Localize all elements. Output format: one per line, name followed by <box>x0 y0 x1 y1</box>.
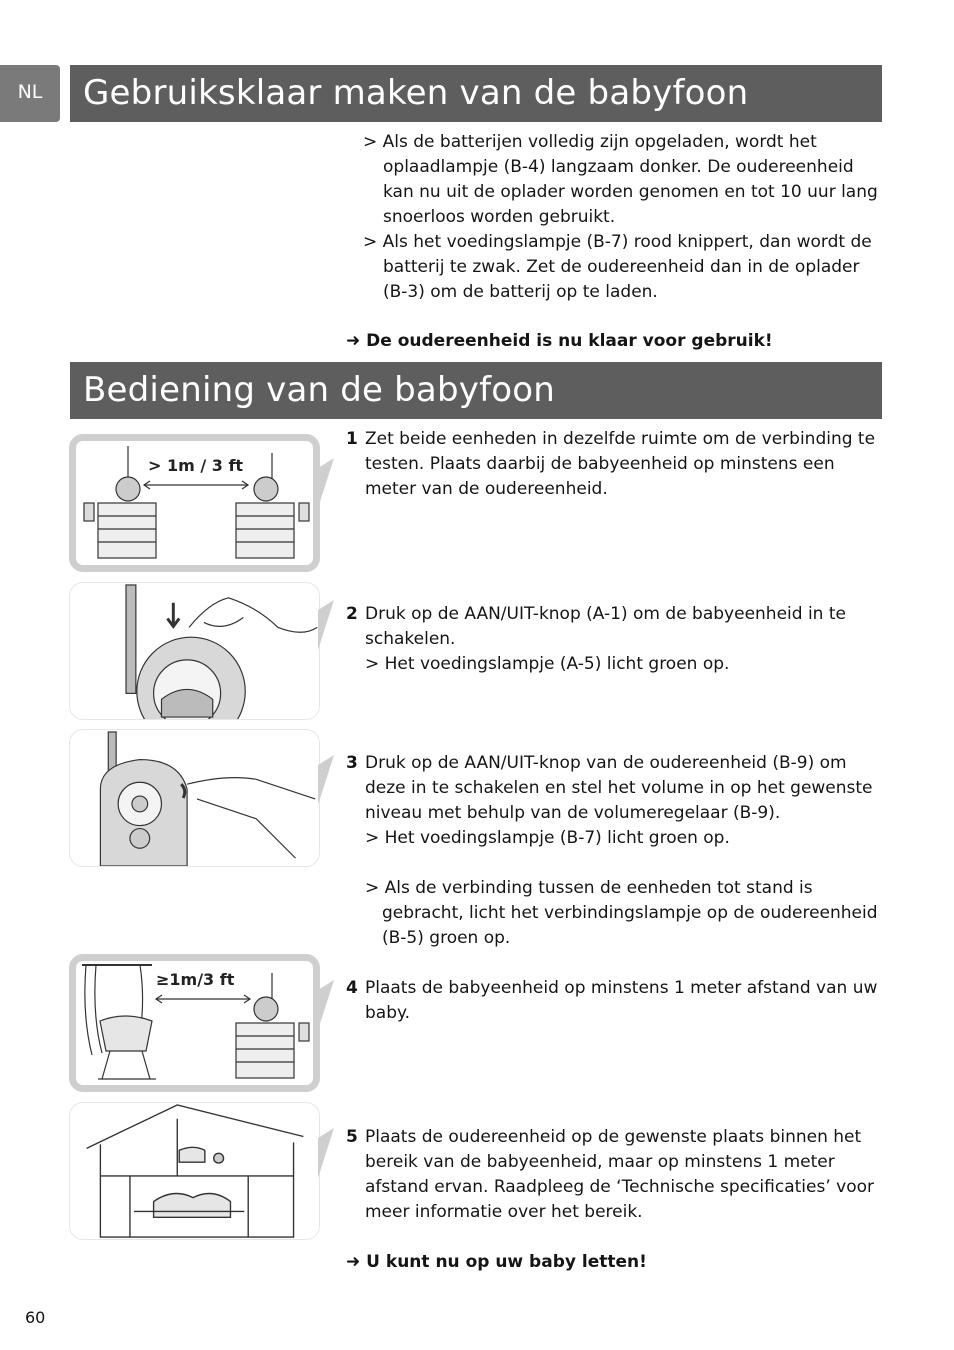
step-4 <box>346 976 886 1026</box>
step-5 <box>346 1125 886 1225</box>
step-2 <box>346 602 886 677</box>
step-sub: > Het voedingslampje (B-7) licht groen op. <box>365 828 730 848</box>
wedge-marker <box>318 458 334 508</box>
illustration-house-range <box>69 1102 320 1240</box>
step-number: 5 <box>346 1127 358 1147</box>
step-1 <box>346 427 886 502</box>
baby-unit-drawing <box>70 583 319 719</box>
page-number: 60 <box>25 1308 46 1327</box>
step-text: Zet beide eenheden in dezelfde ruimte om de verbinding te testen. Plaats daarbij de babyeenheid op minstens een meter van de oudereenheid. <box>365 429 876 499</box>
parent-unit-drawing <box>70 730 319 866</box>
distance-label: > 1m / 3 ft <box>148 456 244 475</box>
distance-label: ≥1m/3 ft <box>156 970 235 989</box>
section-title-operation: Bediening van de babyfoon <box>70 362 882 419</box>
step-sub: > Als de verbinding tussen de eenheden tot stand is gebracht, licht het verbindingslampje op de oudereenheid (B-5) groen op. <box>365 878 878 948</box>
step-number: 2 <box>346 604 358 624</box>
crib-distance-drawing <box>76 961 313 1085</box>
step-sub: > Het voedingslampje (A-5) licht groen op. <box>365 654 730 674</box>
wedge-marker <box>318 600 334 650</box>
language-tab: NL <box>0 65 60 122</box>
setup-bullet: > Als het voedingslampje (B-7) rood knippert, dan wordt de batterij te zwak. Zet de oudereenheid dan in de oplader (B-3) om de batterij op te laden. <box>363 232 872 302</box>
wedge-marker <box>318 755 334 805</box>
section-title-setup: Gebruiksklaar maken van de babyfoon <box>70 65 882 122</box>
distance-test-drawing <box>76 441 313 565</box>
step-number: 1 <box>346 429 358 449</box>
step-number: 4 <box>346 978 358 998</box>
step-text: Plaats de oudereenheid op de gewenste plaats binnen het bereik van de babyeenheid, maar op minstens 1 meter afstand ervan. Raadpleeg de ‘Technische specificaties’ voor meer informatie over het bereik. <box>365 1127 874 1222</box>
step-3 <box>346 751 886 951</box>
wedge-marker <box>318 1128 334 1178</box>
operation-result: ➜ U kunt nu op uw baby letten! <box>346 1252 647 1272</box>
illustration-distance-test <box>69 434 320 572</box>
step-text: Druk op de AAN/UIT-knop (A-1) om de babyeenheid in te schakelen. <box>365 604 846 649</box>
setup-result: ➜ De oudereenheid is nu klaar voor gebruik! <box>346 331 773 351</box>
step-text: Druk op de AAN/UIT-knop van de oudereenheid (B-9) om deze in te schakelen en stel het volume in op het gewenste niveau met behulp van de volumeregelaar (B-9). <box>365 753 873 823</box>
wedge-marker <box>318 980 334 1030</box>
setup-bullets <box>346 130 886 305</box>
step-text: Plaats de babyeenheid op minstens 1 meter afstand van uw baby. <box>365 978 878 1023</box>
illustration-parent-unit-power <box>69 729 320 867</box>
setup-bullet: > Als de batterijen volledig zijn opgeladen, wordt het oplaadlampje (B-4) langzaam donker. De oudereenheid kan nu uit de oplader worden genomen en tot 10 uur lang snoerloos worden gebruikt. <box>363 132 878 227</box>
house-drawing <box>70 1103 319 1239</box>
illustration-crib-distance <box>69 954 320 1092</box>
illustration-baby-unit-power <box>69 582 320 720</box>
step-number: 3 <box>346 753 358 773</box>
